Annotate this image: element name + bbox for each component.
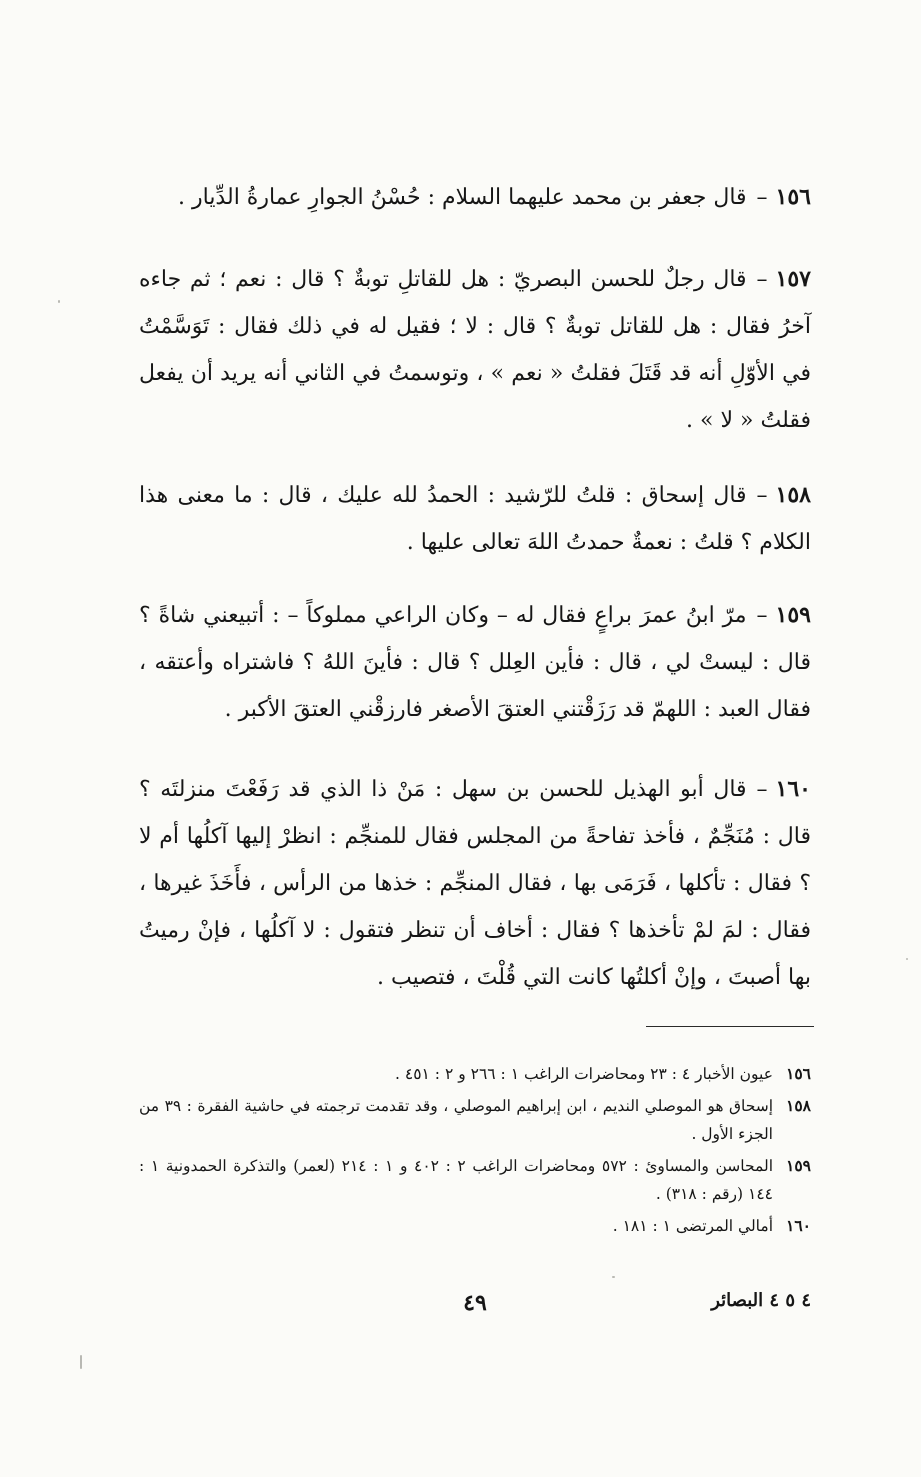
scan-speck: [58, 300, 60, 303]
paragraph-dash: –: [756, 603, 768, 628]
paragraph-158: [139, 472, 811, 566]
signature-mark: ٤ ٥ ٤ البصائر: [711, 1290, 811, 1311]
page-footer: [139, 1290, 811, 1320]
scan-speck: [906, 958, 908, 960]
footnote-number: ١٥٦: [786, 1064, 811, 1083]
footnote-156: [139, 1060, 811, 1088]
footnote-159: [139, 1152, 811, 1208]
paragraph-157: [139, 256, 811, 444]
footnote-158: [139, 1092, 811, 1148]
paragraph-text: قال جعفر بن محمد عليهما السلام : حُسْنُ الجوارِ عمارةُ الدِّيار .: [178, 185, 747, 210]
footnotes: [139, 1060, 811, 1244]
paragraph-159: [139, 592, 811, 733]
paragraph-dash: –: [756, 267, 768, 292]
paragraph-160: [139, 766, 811, 1001]
footnote-text: عيون الأخبار ٤ : ٢٣ ومحاضرات الراغب ١ : ٢٦٦ و ٢ : ٤٥١ .: [395, 1065, 773, 1083]
paragraph-number: ١٥٨: [775, 482, 811, 508]
footnote-text: إسحاق هو الموصلي النديم ، ابن إبراهيم الموصلي ، وقد تقدمت ترجمته في حاشية الفقرة : ٣٩ من الجزء الأول .: [139, 1097, 774, 1143]
paragraph-text: قال أبو الهذيل للحسن بن سهل : مَنْ ذا الذي قد رَفَعْتَ منزلتَه ؟ قال : مُنَجِّمٌ ، فأخذ تفاحةً من المجلس فقال للمنجِّم : انظرْ إليها آكلُها أم لا ؟ فقال : تأكلها ، فَرَمَى بها ، فقال المنجِّم : خذها من الرأس ، فأَخَذَ غيرها ، فقال : لمَ لمْ تأخذها ؟ فقال : أخاف أن تنظر فتقول : لا آكلُها ، فإنْ رميتُ بها أصبتَ ، وإنْ أكلتُها كانت التي قُلْتَ ، فتصيب .: [139, 777, 811, 990]
footnote-number: ١٥٩: [786, 1156, 811, 1175]
footnote-text: المحاسن والمساوئ : ٥٧٢ ومحاضرات الراغب ٢ : ٤٠٢ و ١ : ٢١٤ (لعمر) والتذكرة الحمدونية ١ : ١٤٤ (رقم : ٣١٨) .: [139, 1157, 774, 1203]
footnote-160: [139, 1212, 811, 1240]
paragraph-text: قال رجلٌ للحسن البصريّ : هل للقاتلِ توبةٌ ؟ قال : نعم ؛ ثم جاءه آخرُ فقال : هل للقاتل توبةٌ ؟ قال : لا ؛ فقيل له في ذلك فقال : تَوَسَّمْتُ في الأوّلِ أنه قد قَتَلَ فقلتُ « نعم » ، وتوسمتُ في الثاني أنه يريد أن يفعل فقلتُ « لا » .: [139, 267, 811, 433]
page-number: ٤٩: [463, 1290, 487, 1316]
paragraph-number: ١٥٦: [775, 184, 811, 210]
paragraph-number: ١٦٠: [775, 776, 811, 802]
paragraph-text: قال إسحاق : قلتُ للرّشيد : الحمدُ لله عليك ، قال : ما معنى هذا الكلام ؟ قلتُ : نعمةٌ حمدتُ اللهَ تعالى عليها .: [139, 483, 811, 555]
scan-speck: [80, 1355, 82, 1369]
footnote-text: أمالي المرتضى ١ : ١٨١ .: [612, 1217, 773, 1235]
paragraph-number: ١٥٩: [775, 602, 811, 628]
scan-speck: [612, 1276, 615, 1278]
paragraph-dash: –: [756, 777, 768, 802]
footnote-divider: [646, 1026, 814, 1027]
footnote-number: ١٦٠: [786, 1216, 811, 1235]
footnote-number: ١٥٨: [786, 1096, 811, 1115]
paragraph-dash: –: [756, 483, 768, 508]
paragraph-156: [139, 174, 811, 221]
paragraph-number: ١٥٧: [775, 266, 811, 292]
paragraph-dash: –: [756, 185, 768, 210]
paragraph-text: مرّ ابنُ عمرَ براعٍ فقال له – وكان الراعي مملوكاً – : أتبيعني شاةً ؟ قال : ليستْ لي ، قال : فأين العِلل ؟ قال : فأينَ اللهُ ؟ فاشتراه وأعتقه ، فقال العبد : اللهمّ قد رَزَقْتني العتقَ الأصغر فارزقْني العتقَ الأكبر .: [139, 603, 811, 722]
